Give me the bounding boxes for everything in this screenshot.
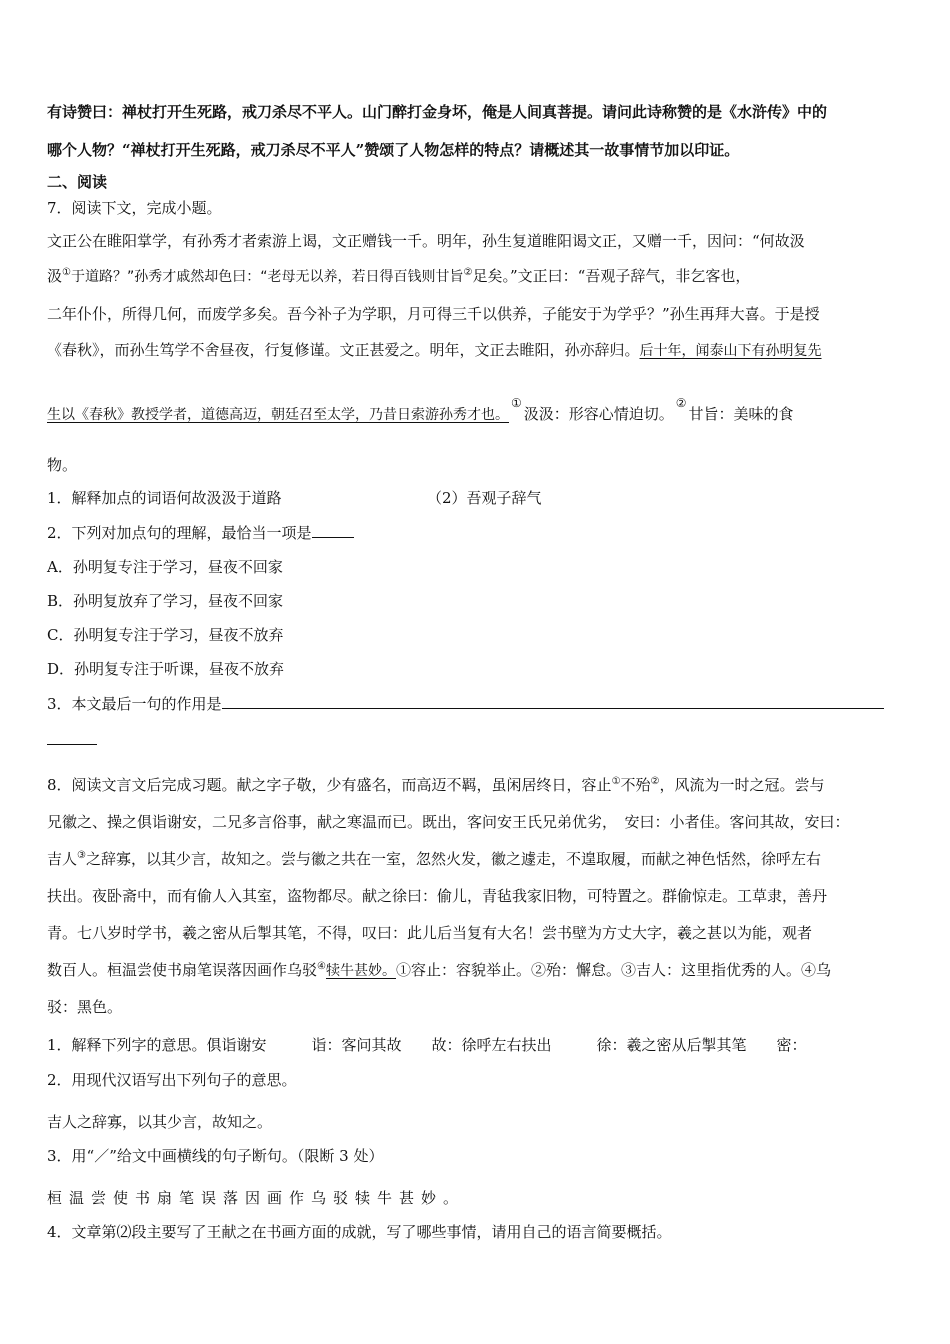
- q7-passage-line-6: 物。: [47, 456, 78, 474]
- q8-line-4: 扶出。夜卧斋中，而有偷人入其室，盗物都尽。献之徐曰：偷儿，青毡我家旧物，可特置之。群偷惊走。工草隶，善丹: [47, 887, 828, 905]
- note-circle-1: ①: [511, 396, 522, 410]
- q8-text: 数百人。桓温尝使书扇笔误落因画作乌驳: [47, 961, 318, 979]
- q7-item-2-text: 2．下列对加点句的理解，最恰当一项是: [47, 524, 312, 542]
- intro-line-2: [47, 140, 739, 160]
- q7-text: 于道路？”: [70, 269, 135, 285]
- q7-item-3: [47, 694, 884, 714]
- q7-item-3-continuation: [47, 730, 97, 750]
- q7-item-2: [47, 523, 354, 543]
- q8-item-2-sentence: 吉人之辞寡，以其少言，故知之。: [47, 1113, 273, 1131]
- q8-item-2: 2．用现代汉语写出下列句子的意思。: [47, 1071, 297, 1089]
- q7-option-c: C．孙明复专注于学习，昼夜不放弃: [47, 626, 284, 644]
- q7-text: 汲: [47, 267, 63, 285]
- q8-note: ①容止：容貌举止。②殆：懈怠。③吉人：这里指优秀的人。④乌: [395, 961, 831, 979]
- q7-underlined-sentence: 生以《春秋》教授学者，道德高迈，朝廷召至太学，乃昔日索游孙秀才也。: [47, 407, 509, 423]
- q8-item-4: 4．文章第⑵段主要写了王献之在书画方面的成就，写了哪些事情，请用自己的语言简要概括。: [47, 1223, 672, 1241]
- section-heading: 二、阅读: [47, 173, 108, 191]
- q8-item-3: 3．用“／”给文中画横线的句子断句。（限断 3 处）: [47, 1147, 384, 1165]
- q8-line-6: [47, 960, 831, 981]
- q7-text: 足矣。”: [472, 267, 518, 285]
- note-circle-2: ②: [675, 396, 687, 410]
- q7-item-1: [47, 488, 542, 508]
- note-marker-3: ③: [77, 850, 86, 861]
- q7-title: 7．阅读下文，完成小题。: [47, 199, 222, 217]
- intro-text-2: 哪个人物？“禅杖打开生死路，戒刀杀尽不平人”赞颂了人物怎样的特点？请概述其一故事情节加以印证。: [47, 141, 740, 159]
- q7-option-a: A．孙明复专注于学习，昼夜不回家: [47, 558, 283, 576]
- q7-passage-line-1: 文正公在睢阳掌学，有孙秀才者索游上谒，文正赠钱一千。明年，孙生复道睢阳谒文正，又赠一千，因问：“何故汲: [47, 232, 805, 250]
- q7-passage-line-4: [47, 340, 822, 361]
- q7-note: 汲汲：形容心情迫切。: [523, 405, 674, 423]
- q8-line-2: 兄徽之、操之俱诣谢安，二兄多言俗事，献之寒温而已。既出，客问安王氏兄弟优劣， 安曰：小者佳。客问其故，安曰：: [47, 813, 850, 831]
- q8-text: 吉人: [47, 850, 78, 868]
- note-marker-1: ①: [611, 776, 621, 787]
- q7-text: 《春秋》，而孙生笃学不舍昼夜，行复修谨。文正甚爱之。明年，文正去睢阳，孙亦辞归。: [47, 341, 640, 359]
- q8-line-7: 驳：黑色。: [47, 998, 123, 1016]
- q8-text: 之辞寡，以其少言，故知之。尝与徽之共在一室，忽然火发，徽之遽走，不遑取履，而献之神色恬然，徐呼左右: [85, 850, 821, 868]
- note-marker-1: ①: [62, 267, 71, 278]
- q8-line-3: [47, 849, 821, 869]
- q8-line-5: 青。七八岁时学书，羲之密从后掣其笔，不得，叹曰：此儿后当复有大名！尝书壁为方丈大字，羲之甚以为能，观者: [47, 924, 813, 942]
- q7-item-1-sub: （2）吾观子辞气: [427, 489, 542, 507]
- q7-item-3-text: 3．本文最后一句的作用是: [47, 695, 222, 713]
- intro-line-1: [47, 102, 827, 122]
- note-marker-2: ②: [650, 776, 660, 787]
- q7-item-1-text: 1．解释加点的词语何故汲汲于道路: [47, 489, 282, 507]
- q8-text: 8．阅读文言文后完成习题。献之字子敬，少有盛名，而高迈不羁，虽闲居终日，容止: [47, 776, 612, 794]
- q7-passage-line-2: [47, 266, 750, 287]
- q7-note: 甘旨：美味的食: [688, 405, 794, 423]
- answer-blank[interactable]: [222, 694, 884, 709]
- q8-line-1: [47, 775, 825, 795]
- q7-text: 孙秀才戚然却色曰：“老母无以养，若日得百钱则甘旨: [134, 269, 464, 285]
- q8-item-1: 1．解释下列字的意思。俱诣谢安 诣：客问其故 故：徐呼左右扶出 徐：羲之密从后掣其笔 密：: [47, 1036, 807, 1054]
- q7-text: 文正曰：“吾观子辞气，非乞客也，: [517, 267, 751, 285]
- q8-item-3-sentence: 桓温尝使书扇笔误落因画作乌驳犊牛甚妙。: [47, 1189, 466, 1207]
- q7-passage-line-5: [47, 396, 794, 425]
- answer-blank[interactable]: [47, 730, 97, 745]
- note-marker-2: ②: [463, 267, 473, 278]
- note-marker-4: ④: [317, 961, 326, 972]
- q7-underlined-sentence: 后十年，闻泰山下有孙明复先: [639, 343, 822, 359]
- q7-option-b: B．孙明复放弃了学习，昼夜不回家: [47, 592, 284, 610]
- answer-blank[interactable]: [312, 523, 354, 538]
- q8-text: ，风流为一时之冠。尝与: [659, 776, 825, 794]
- q7-option-d: D．孙明复专注于听课，昼夜不放弃: [47, 660, 285, 678]
- q7-passage-line-3: 二年仆仆，所得几何，而废学多矣。吾今补子为学职，月可得三千以供养，子能安于为学乎？”孙生再拜大喜。于是授: [47, 305, 820, 323]
- q8-text: 不殆: [620, 776, 651, 794]
- intro-text-1: 有诗赞曰：禅杖打开生死路，戒刀杀尽不平人。山门醉打金身坏，俺是人间真菩提。请问此诗称赞的是《水浒传》中的: [47, 103, 828, 121]
- q8-underlined-sentence: 犊牛甚妙。: [325, 963, 396, 979]
